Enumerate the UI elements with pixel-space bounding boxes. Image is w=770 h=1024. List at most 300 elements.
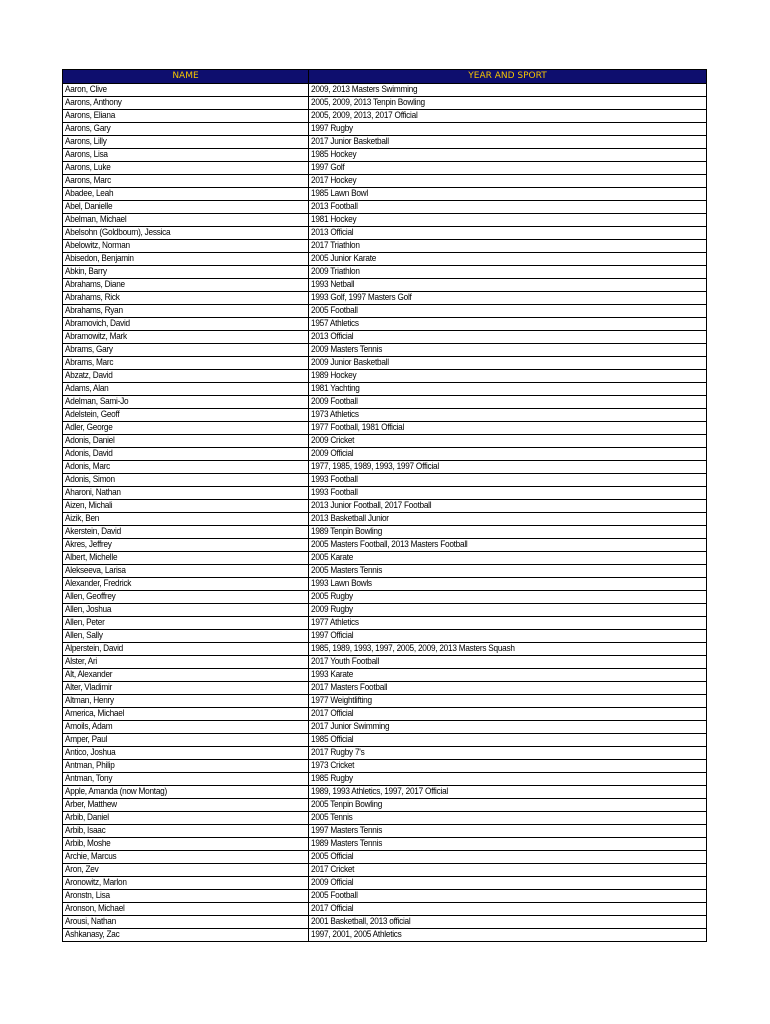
year-and-sport-cell-text: 1985 Official bbox=[311, 734, 354, 745]
table-row bbox=[63, 630, 707, 643]
name-cell-text: Abelsohn (Goldbourn), Jessica bbox=[65, 227, 171, 238]
year-and-sport-cell-text: 2009 Triathlon bbox=[311, 266, 360, 277]
table-row bbox=[63, 435, 707, 448]
table-row bbox=[63, 227, 707, 240]
year-and-sport-cell bbox=[309, 565, 707, 578]
table-row bbox=[63, 578, 707, 591]
name-cell-text: Antico, Joshua bbox=[65, 747, 116, 758]
name-cell-text: Aronson, Michael bbox=[65, 903, 125, 914]
name-cell bbox=[63, 799, 309, 812]
table-row bbox=[63, 513, 707, 526]
name-cell bbox=[63, 890, 309, 903]
name-cell bbox=[63, 682, 309, 695]
year-and-sport-cell bbox=[309, 799, 707, 812]
year-and-sport-cell-text: 2017 Triathlon bbox=[311, 240, 360, 251]
name-cell bbox=[63, 721, 309, 734]
name-cell-text: Ashkanasy, Zac bbox=[65, 929, 120, 940]
year-and-sport-cell-text: 2013 Official bbox=[311, 331, 354, 342]
name-cell bbox=[63, 604, 309, 617]
table-row bbox=[63, 890, 707, 903]
name-cell-text: Abisedon, Benjamin bbox=[65, 253, 134, 264]
year-and-sport-cell bbox=[309, 188, 707, 201]
year-and-sport-cell-text: 2001 Basketball, 2013 official bbox=[311, 916, 411, 927]
name-cell bbox=[63, 175, 309, 188]
year-and-sport-cell-text: 2005, 2009, 2013 Tenpin Bowling bbox=[311, 97, 425, 108]
table-row bbox=[63, 149, 707, 162]
year-and-sport-cell-text: 2017 Rugby 7's bbox=[311, 747, 365, 758]
year-and-sport-cell bbox=[309, 201, 707, 214]
name-cell-text: Abel, Danielle bbox=[65, 201, 113, 212]
name-cell bbox=[63, 84, 309, 97]
year-and-sport-cell bbox=[309, 396, 707, 409]
name-cell bbox=[63, 708, 309, 721]
year-and-sport-cell-text: 2009 Official bbox=[311, 448, 354, 459]
name-cell-text: Aaron, Clive bbox=[65, 84, 107, 95]
name-cell bbox=[63, 188, 309, 201]
name-cell-text: Antman, Philip bbox=[65, 760, 115, 771]
year-and-sport-cell-text: 1993 Karate bbox=[311, 669, 354, 680]
table-row bbox=[63, 604, 707, 617]
name-cell bbox=[63, 656, 309, 669]
name-cell-text: Apple, Amanda (now Montag) bbox=[65, 786, 167, 797]
year-and-sport-cell-text: 2009 Cricket bbox=[311, 435, 355, 446]
name-cell-text: Aarons, Marc bbox=[65, 175, 111, 186]
table-row bbox=[63, 162, 707, 175]
name-cell-text: Allen, Joshua bbox=[65, 604, 112, 615]
table-row bbox=[63, 448, 707, 461]
name-cell bbox=[63, 214, 309, 227]
table-row bbox=[63, 643, 707, 656]
table-row bbox=[63, 500, 707, 513]
table-row bbox=[63, 331, 707, 344]
name-cell-text: Amoils, Adam bbox=[65, 721, 113, 732]
year-and-sport-cell-text: 2017 Youth Football bbox=[311, 656, 380, 667]
name-cell bbox=[63, 630, 309, 643]
table-row bbox=[63, 84, 707, 97]
name-cell bbox=[63, 500, 309, 513]
year-and-sport-cell bbox=[309, 682, 707, 695]
name-cell bbox=[63, 331, 309, 344]
name-cell bbox=[63, 864, 309, 877]
year-and-sport-cell bbox=[309, 305, 707, 318]
year-and-sport-cell-text: 1977, 1985, 1989, 1993, 1997 Official bbox=[311, 461, 439, 472]
year-and-sport-cell-text: 1989 Masters Tennis bbox=[311, 838, 383, 849]
year-and-sport-cell-text: 2005 Masters Football, 2013 Masters Football bbox=[311, 539, 468, 550]
table-row bbox=[63, 565, 707, 578]
name-cell bbox=[63, 370, 309, 383]
name-cell bbox=[63, 357, 309, 370]
name-cell-text: Akres, Jeffrey bbox=[65, 539, 112, 550]
name-cell-text: Abramowitz, Mark bbox=[65, 331, 127, 342]
name-cell-text: Adonis, Simon bbox=[65, 474, 115, 485]
table-row bbox=[63, 383, 707, 396]
name-cell bbox=[63, 136, 309, 149]
header-row bbox=[63, 70, 707, 84]
name-cell bbox=[63, 526, 309, 539]
year-and-sport-cell bbox=[309, 721, 707, 734]
name-cell-text: Adonis, Marc bbox=[65, 461, 111, 472]
year-and-sport-cell-text: 1985 Rugby bbox=[311, 773, 353, 784]
year-and-sport-cell-text: 2005 Football bbox=[311, 305, 358, 316]
table-row bbox=[63, 591, 707, 604]
name-cell-text: Alperstein, David bbox=[65, 643, 123, 654]
table-row bbox=[63, 721, 707, 734]
name-cell-text: Aarons, Gary bbox=[65, 123, 111, 134]
year-and-sport-cell-text: 1985 Hockey bbox=[311, 149, 357, 160]
table-row bbox=[63, 487, 707, 500]
year-and-sport-cell bbox=[309, 474, 707, 487]
name-cell bbox=[63, 643, 309, 656]
name-cell-text: Allen, Sally bbox=[65, 630, 103, 641]
table-row bbox=[63, 786, 707, 799]
year-and-sport-cell-text: 1985, 1989, 1993, 1997, 2005, 2009, 2013 Masters Squash bbox=[311, 643, 515, 654]
year-and-sport-cell-text: 2009, 2013 Masters Swimming bbox=[311, 84, 418, 95]
year-and-sport-cell-text: 1997 Golf bbox=[311, 162, 345, 173]
year-and-sport-cell bbox=[309, 318, 707, 331]
year-and-sport-cell-text: 1993 Golf, 1997 Masters Golf bbox=[311, 292, 412, 303]
name-cell bbox=[63, 617, 309, 630]
table-row bbox=[63, 825, 707, 838]
year-and-sport-cell bbox=[309, 331, 707, 344]
year-and-sport-cell-text: 1993 Lawn Bowls bbox=[311, 578, 372, 589]
name-cell-text: Abrams, Marc bbox=[65, 357, 114, 368]
year-and-sport-cell-text: 2017 Official bbox=[311, 708, 354, 719]
name-cell-text: Adonis, Daniel bbox=[65, 435, 115, 446]
name-cell bbox=[63, 110, 309, 123]
name-cell-text: Abadee, Leah bbox=[65, 188, 114, 199]
year-and-sport-column-header: YEAR AND SPORT bbox=[309, 70, 707, 84]
table-row bbox=[63, 305, 707, 318]
table-row bbox=[63, 708, 707, 721]
name-cell-text: Aron, Zev bbox=[65, 864, 99, 875]
year-and-sport-cell bbox=[309, 448, 707, 461]
name-cell bbox=[63, 552, 309, 565]
table-body bbox=[63, 84, 707, 942]
year-and-sport-cell-text: 1997 Masters Tennis bbox=[311, 825, 383, 836]
name-cell bbox=[63, 851, 309, 864]
table-row bbox=[63, 773, 707, 786]
name-cell-text: Albert, Michelle bbox=[65, 552, 118, 563]
name-cell-text: Adonis, David bbox=[65, 448, 113, 459]
table-row bbox=[63, 734, 707, 747]
year-and-sport-cell-text: 2005 Rugby bbox=[311, 591, 353, 602]
year-and-sport-cell bbox=[309, 409, 707, 422]
name-cell-text: Abkin, Barry bbox=[65, 266, 107, 277]
year-and-sport-cell-text: 1977 Weightlifting bbox=[311, 695, 372, 706]
name-cell-text: Antman, Tony bbox=[65, 773, 113, 784]
year-and-sport-cell-text: 2005 Football bbox=[311, 890, 358, 901]
year-and-sport-cell-text: 2009 Rugby bbox=[311, 604, 353, 615]
year-and-sport-cell-text: 2013 Junior Football, 2017 Football bbox=[311, 500, 432, 511]
name-cell bbox=[63, 448, 309, 461]
name-cell-text: Abrahams, Rick bbox=[65, 292, 120, 303]
year-and-sport-cell-text: 2013 Basketball Junior bbox=[311, 513, 389, 524]
name-cell-text: Alter, Vladimir bbox=[65, 682, 113, 693]
name-cell-text: Aizen, Michali bbox=[65, 500, 113, 511]
table-row bbox=[63, 747, 707, 760]
year-and-sport-cell bbox=[309, 838, 707, 851]
year-and-sport-cell bbox=[309, 916, 707, 929]
name-cell bbox=[63, 474, 309, 487]
name-cell bbox=[63, 344, 309, 357]
name-cell-text: Abelowitz, Norman bbox=[65, 240, 130, 251]
year-and-sport-cell-text: 1989 Hockey bbox=[311, 370, 357, 381]
year-and-sport-cell-text: 2005, 2009, 2013, 2017 Official bbox=[311, 110, 418, 121]
name-cell-text: Arber, Matthew bbox=[65, 799, 117, 810]
name-cell bbox=[63, 487, 309, 500]
name-cell bbox=[63, 669, 309, 682]
year-and-sport-cell-text: 2009 Junior Basketball bbox=[311, 357, 389, 368]
table-row bbox=[63, 318, 707, 331]
name-column-header: NAME bbox=[63, 70, 309, 84]
year-and-sport-cell bbox=[309, 864, 707, 877]
table-row bbox=[63, 97, 707, 110]
name-cell bbox=[63, 201, 309, 214]
table-row bbox=[63, 656, 707, 669]
year-and-sport-cell bbox=[309, 929, 707, 942]
year-and-sport-cell bbox=[309, 487, 707, 500]
table-row bbox=[63, 422, 707, 435]
year-and-sport-cell bbox=[309, 851, 707, 864]
name-cell bbox=[63, 903, 309, 916]
table-row bbox=[63, 799, 707, 812]
name-cell bbox=[63, 773, 309, 786]
name-cell-text: Abzatz, David bbox=[65, 370, 113, 381]
table-row bbox=[63, 201, 707, 214]
name-cell bbox=[63, 266, 309, 279]
year-and-sport-cell-text: 1981 Hockey bbox=[311, 214, 357, 225]
name-cell-text: Adelman, Sami-Jo bbox=[65, 396, 129, 407]
name-cell bbox=[63, 253, 309, 266]
table-row bbox=[63, 123, 707, 136]
name-cell bbox=[63, 786, 309, 799]
name-cell-text: Archie, Marcus bbox=[65, 851, 117, 862]
table-row bbox=[63, 240, 707, 253]
year-and-sport-cell-text: 2017 Cricket bbox=[311, 864, 355, 875]
name-cell bbox=[63, 422, 309, 435]
name-cell bbox=[63, 812, 309, 825]
table-row bbox=[63, 539, 707, 552]
year-and-sport-cell bbox=[309, 461, 707, 474]
name-cell-text: Aarons, Eliana bbox=[65, 110, 116, 121]
year-and-sport-cell bbox=[309, 890, 707, 903]
name-cell-text: Aronstn, Lisa bbox=[65, 890, 110, 901]
table-row bbox=[63, 214, 707, 227]
name-cell-text: America, Michael bbox=[65, 708, 125, 719]
name-cell-text: Abrahams, Ryan bbox=[65, 305, 123, 316]
year-and-sport-cell-text: 1997 Official bbox=[311, 630, 354, 641]
name-cell bbox=[63, 149, 309, 162]
year-and-sport-cell-text: 2005 Junior Karate bbox=[311, 253, 377, 264]
year-and-sport-cell bbox=[309, 214, 707, 227]
table-row bbox=[63, 903, 707, 916]
year-and-sport-cell bbox=[309, 695, 707, 708]
name-cell-text: Aarons, Luke bbox=[65, 162, 111, 173]
year-and-sport-cell bbox=[309, 617, 707, 630]
name-cell-text: Alt, Alexander bbox=[65, 669, 113, 680]
name-cell bbox=[63, 734, 309, 747]
table-row bbox=[63, 409, 707, 422]
table-row bbox=[63, 864, 707, 877]
year-and-sport-cell bbox=[309, 383, 707, 396]
year-and-sport-cell bbox=[309, 903, 707, 916]
year-and-sport-cell-text: 2013 Official bbox=[311, 227, 354, 238]
year-and-sport-cell-text: 1997, 2001, 2005 Athletics bbox=[311, 929, 402, 940]
year-and-sport-cell bbox=[309, 292, 707, 305]
name-cell-text: Aarons, Lisa bbox=[65, 149, 108, 160]
year-and-sport-cell bbox=[309, 812, 707, 825]
year-and-sport-cell bbox=[309, 110, 707, 123]
year-and-sport-cell-text: 2005 Masters Tennis bbox=[311, 565, 383, 576]
year-and-sport-cell-text: 1985 Lawn Bowl bbox=[311, 188, 368, 199]
year-and-sport-cell-text: 2017 Official bbox=[311, 903, 354, 914]
year-and-sport-cell-text: 2005 Tenpin Bowling bbox=[311, 799, 383, 810]
table-row bbox=[63, 552, 707, 565]
table-row bbox=[63, 396, 707, 409]
name-cell-text: Alster, Ari bbox=[65, 656, 98, 667]
year-and-sport-cell-text: 2017 Junior Basketball bbox=[311, 136, 389, 147]
year-and-sport-cell bbox=[309, 279, 707, 292]
name-cell bbox=[63, 435, 309, 448]
name-cell bbox=[63, 916, 309, 929]
table-row bbox=[63, 669, 707, 682]
year-and-sport-cell-text: 1973 Cricket bbox=[311, 760, 355, 771]
name-cell-text: Adams, Alan bbox=[65, 383, 109, 394]
year-and-sport-cell bbox=[309, 539, 707, 552]
table-row bbox=[63, 188, 707, 201]
name-cell-text: Aizik, Ben bbox=[65, 513, 100, 524]
name-cell bbox=[63, 695, 309, 708]
table-row bbox=[63, 474, 707, 487]
year-and-sport-cell bbox=[309, 435, 707, 448]
name-cell-text: Arbib, Moshe bbox=[65, 838, 111, 849]
year-and-sport-cell-text: 2009 Football bbox=[311, 396, 358, 407]
year-and-sport-cell-text: 2005 Karate bbox=[311, 552, 354, 563]
name-cell bbox=[63, 825, 309, 838]
year-and-sport-cell bbox=[309, 552, 707, 565]
name-cell-text: Aharoni, Nathan bbox=[65, 487, 121, 498]
year-and-sport-cell bbox=[309, 136, 707, 149]
table-row bbox=[63, 695, 707, 708]
year-and-sport-cell-text: 1977 Athletics bbox=[311, 617, 359, 628]
year-and-sport-cell bbox=[309, 604, 707, 617]
table-row bbox=[63, 344, 707, 357]
year-and-sport-cell-text: 1981 Yachting bbox=[311, 383, 360, 394]
table-row bbox=[63, 838, 707, 851]
year-and-sport-cell bbox=[309, 877, 707, 890]
name-cell bbox=[63, 305, 309, 318]
year-and-sport-cell-text: 1993 Football bbox=[311, 474, 358, 485]
name-cell bbox=[63, 227, 309, 240]
name-cell bbox=[63, 279, 309, 292]
year-and-sport-cell-text: 1989 Tenpin Bowling bbox=[311, 526, 383, 537]
year-and-sport-cell bbox=[309, 656, 707, 669]
year-and-sport-cell bbox=[309, 175, 707, 188]
name-cell-text: Alexander, Fredrick bbox=[65, 578, 132, 589]
year-and-sport-cell bbox=[309, 578, 707, 591]
year-and-sport-cell-text: 1957 Athletics bbox=[311, 318, 359, 329]
year-and-sport-cell-text: 1993 Football bbox=[311, 487, 358, 498]
name-cell bbox=[63, 929, 309, 942]
year-and-sport-cell bbox=[309, 97, 707, 110]
year-and-sport-cell bbox=[309, 708, 707, 721]
table-row bbox=[63, 279, 707, 292]
table-row bbox=[63, 851, 707, 864]
table-row bbox=[63, 760, 707, 773]
table-row bbox=[63, 110, 707, 123]
year-and-sport-cell-text: 1993 Netball bbox=[311, 279, 355, 290]
year-and-sport-cell bbox=[309, 825, 707, 838]
table-row bbox=[63, 812, 707, 825]
roster-sheet bbox=[62, 69, 706, 942]
table-row bbox=[63, 253, 707, 266]
name-cell-text: Alekseeva, Larisa bbox=[65, 565, 126, 576]
year-and-sport-cell-text: 1997 Rugby bbox=[311, 123, 353, 134]
year-and-sport-cell bbox=[309, 344, 707, 357]
name-cell-text: Allen, Peter bbox=[65, 617, 105, 628]
table-row bbox=[63, 916, 707, 929]
table-row bbox=[63, 877, 707, 890]
name-cell-text: Amper, Paul bbox=[65, 734, 108, 745]
year-and-sport-cell-text: 2013 Football bbox=[311, 201, 358, 212]
name-cell bbox=[63, 123, 309, 136]
year-and-sport-cell bbox=[309, 84, 707, 97]
year-and-sport-cell bbox=[309, 734, 707, 747]
year-and-sport-cell bbox=[309, 253, 707, 266]
name-cell bbox=[63, 539, 309, 552]
name-cell-text: Adelstein, Geoff bbox=[65, 409, 120, 420]
name-cell bbox=[63, 877, 309, 890]
year-and-sport-cell bbox=[309, 149, 707, 162]
name-cell-text: Abramovich, David bbox=[65, 318, 130, 329]
name-cell bbox=[63, 838, 309, 851]
year-and-sport-cell bbox=[309, 773, 707, 786]
name-cell bbox=[63, 565, 309, 578]
name-cell bbox=[63, 513, 309, 526]
year-and-sport-cell bbox=[309, 747, 707, 760]
year-and-sport-cell bbox=[309, 422, 707, 435]
year-and-sport-cell bbox=[309, 760, 707, 773]
year-and-sport-cell bbox=[309, 162, 707, 175]
name-cell-text: Abrahams, Diane bbox=[65, 279, 125, 290]
name-cell bbox=[63, 461, 309, 474]
name-cell bbox=[63, 578, 309, 591]
name-cell bbox=[63, 383, 309, 396]
name-cell bbox=[63, 760, 309, 773]
table-row bbox=[63, 929, 707, 942]
year-and-sport-cell bbox=[309, 227, 707, 240]
year-and-sport-cell bbox=[309, 370, 707, 383]
name-cell-text: Akerstein, David bbox=[65, 526, 121, 537]
name-cell-text: Aarons, Lilly bbox=[65, 136, 107, 147]
name-cell-text: Adler, George bbox=[65, 422, 113, 433]
name-cell bbox=[63, 396, 309, 409]
year-and-sport-cell bbox=[309, 500, 707, 513]
year-and-sport-cell-text: 1989, 1993 Athletics, 1997, 2017 Official bbox=[311, 786, 448, 797]
year-and-sport-cell bbox=[309, 123, 707, 136]
name-cell bbox=[63, 162, 309, 175]
year-and-sport-cell bbox=[309, 643, 707, 656]
name-cell-text: Aarons, Anthony bbox=[65, 97, 122, 108]
name-cell-text: Abrams, Gary bbox=[65, 344, 113, 355]
name-cell-text: Aronowitz, Marlon bbox=[65, 877, 127, 888]
year-and-sport-cell-text: 2009 Official bbox=[311, 877, 354, 888]
name-cell bbox=[63, 747, 309, 760]
year-and-sport-cell-text: 2017 Masters Football bbox=[311, 682, 388, 693]
table-row bbox=[63, 526, 707, 539]
table-row bbox=[63, 370, 707, 383]
table-row bbox=[63, 175, 707, 188]
